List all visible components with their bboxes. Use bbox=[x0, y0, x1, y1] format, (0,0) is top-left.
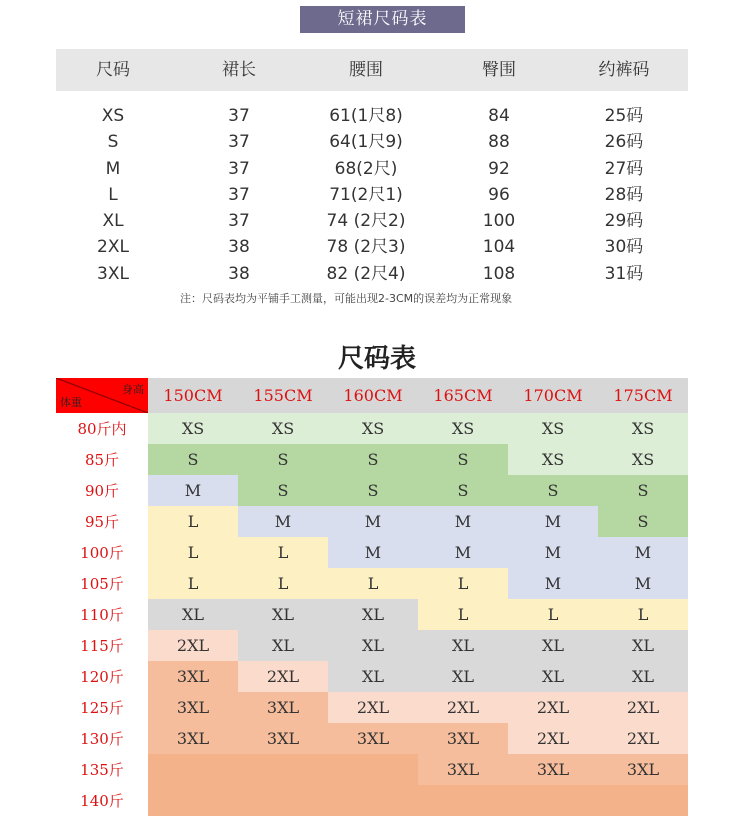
weight-label: 115斤 bbox=[56, 630, 148, 661]
size-cell: M bbox=[148, 475, 238, 506]
size-cell: 2XL bbox=[238, 661, 328, 692]
size-cell: 3XL bbox=[238, 692, 328, 723]
size-cell: L bbox=[328, 568, 418, 599]
table-cell: 61(1尺8) bbox=[329, 106, 403, 126]
size-cell bbox=[508, 785, 598, 816]
size-cell: S bbox=[148, 444, 238, 475]
size-cell: L bbox=[508, 599, 598, 630]
size-cell: M bbox=[328, 506, 418, 537]
size-cell: L bbox=[418, 568, 508, 599]
table-row bbox=[56, 182, 688, 208]
weight-label: 85斤 bbox=[56, 444, 148, 475]
size-cell: 2XL bbox=[328, 692, 418, 723]
size-cell: XS bbox=[418, 413, 508, 444]
table-cell: 92 bbox=[488, 158, 510, 179]
weight-label: 105斤 bbox=[56, 568, 148, 599]
header-waist: 腰围 bbox=[349, 60, 383, 80]
size-cell: XS bbox=[508, 444, 598, 475]
table-cell: 104 bbox=[482, 237, 516, 258]
table-cell: 25码 bbox=[604, 106, 644, 126]
size-cell: XL bbox=[328, 630, 418, 661]
size-cell: XL bbox=[238, 630, 328, 661]
size-cell: M bbox=[418, 506, 508, 537]
size-cell: XL bbox=[238, 599, 328, 630]
height-header: 170CM bbox=[508, 378, 598, 413]
size-cell: 3XL bbox=[148, 661, 238, 692]
size-cell: 2XL bbox=[508, 692, 598, 723]
table-cell: 28码 bbox=[604, 184, 644, 205]
weight-label: 120斤 bbox=[56, 661, 148, 692]
size-cell: XS bbox=[328, 413, 418, 444]
height-header: 165CM bbox=[418, 378, 508, 413]
weight-label: 80斤内 bbox=[56, 413, 148, 444]
height-header: 155CM bbox=[238, 378, 328, 413]
table-cell: 84 bbox=[488, 106, 510, 126]
weight-label: 95斤 bbox=[56, 506, 148, 537]
size-cell: S bbox=[328, 444, 418, 475]
size-cell: L bbox=[148, 506, 238, 537]
table-cell: 27码 bbox=[604, 158, 644, 179]
table-cell: 74 (2尺2) bbox=[326, 211, 406, 232]
size-cell: XL bbox=[508, 661, 598, 692]
size-cell: S bbox=[328, 475, 418, 506]
weight-label: 130斤 bbox=[56, 723, 148, 754]
size-cell: 2XL bbox=[418, 692, 508, 723]
size-cell bbox=[148, 754, 238, 785]
corner-height-label: 身高 bbox=[122, 383, 144, 396]
table-row bbox=[56, 129, 688, 155]
table-cell: 29码 bbox=[604, 211, 644, 232]
table-cell: 68(2尺) bbox=[334, 158, 398, 179]
size-cell: L bbox=[598, 599, 688, 630]
size-cell bbox=[328, 785, 418, 816]
table-cell: M bbox=[105, 158, 121, 179]
size-cell: S bbox=[418, 444, 508, 475]
table-cell: 71(2尺1) bbox=[329, 184, 403, 205]
size-cell: XL bbox=[598, 661, 688, 692]
size-cell: S bbox=[598, 475, 688, 506]
size-cell: 2XL bbox=[148, 630, 238, 661]
table-row bbox=[56, 208, 688, 234]
table-cell: 64(1尺9) bbox=[329, 132, 403, 153]
size-cell: XL bbox=[328, 661, 418, 692]
weight-label: 90斤 bbox=[56, 475, 148, 506]
size-cell bbox=[148, 785, 238, 816]
table-cell: 37 bbox=[228, 132, 250, 153]
weight-label: 140斤 bbox=[56, 785, 148, 816]
size-cell bbox=[598, 785, 688, 816]
size-cell: L bbox=[418, 599, 508, 630]
size-chart-title: 短裙尺码表 bbox=[300, 6, 465, 33]
size-cell: 3XL bbox=[418, 754, 508, 785]
table-cell: 96 bbox=[488, 184, 510, 205]
table-cell: 26码 bbox=[604, 132, 644, 153]
weight-label: 135斤 bbox=[56, 754, 148, 785]
size-cell: XL bbox=[598, 630, 688, 661]
size-cell: S bbox=[508, 475, 598, 506]
size-cell: L bbox=[238, 568, 328, 599]
size-cell: M bbox=[328, 537, 418, 568]
size-guide-grid bbox=[56, 378, 686, 816]
table-row bbox=[56, 103, 688, 129]
size-cell: M bbox=[598, 537, 688, 568]
table-cell: 31码 bbox=[604, 263, 644, 284]
size-cell: M bbox=[508, 537, 598, 568]
table-cell: 88 bbox=[488, 132, 510, 153]
size-cell: XS bbox=[508, 413, 598, 444]
size-cell: 3XL bbox=[508, 754, 598, 785]
table-cell: 38 bbox=[228, 237, 250, 258]
size-cell: S bbox=[238, 475, 328, 506]
table-cell: 37 bbox=[228, 184, 250, 205]
size-cell bbox=[238, 785, 328, 816]
size-guide-title: 尺码表 bbox=[337, 344, 416, 374]
size-cell bbox=[238, 754, 328, 785]
table-cell: 100 bbox=[482, 211, 516, 232]
size-cell: S bbox=[238, 444, 328, 475]
table-cell: 30码 bbox=[604, 237, 644, 258]
size-cell: 3XL bbox=[148, 692, 238, 723]
table-cell: S bbox=[107, 132, 119, 153]
table-cell: 2XL bbox=[97, 237, 129, 258]
size-cell: L bbox=[148, 537, 238, 568]
size-cell: XS bbox=[238, 413, 328, 444]
table-cell: XL bbox=[102, 211, 124, 232]
size-cell: 2XL bbox=[598, 692, 688, 723]
table-cell: L bbox=[108, 184, 118, 205]
size-cell: M bbox=[598, 568, 688, 599]
size-cell: M bbox=[508, 568, 598, 599]
size-cell: XL bbox=[418, 630, 508, 661]
size-cell: M bbox=[418, 537, 508, 568]
table-cell: 3XL bbox=[97, 263, 129, 284]
header-skirt-length: 裙长 bbox=[222, 60, 256, 80]
size-cell: L bbox=[238, 537, 328, 568]
size-cell: 3XL bbox=[148, 723, 238, 754]
table-row bbox=[56, 234, 688, 260]
size-cell: XL bbox=[508, 630, 598, 661]
weight-label: 110斤 bbox=[56, 599, 148, 630]
weight-label: 100斤 bbox=[56, 537, 148, 568]
table-cell: 82 (2尺4) bbox=[326, 263, 406, 284]
size-cell: 2XL bbox=[598, 723, 688, 754]
size-cell: M bbox=[508, 506, 598, 537]
size-cell: S bbox=[598, 506, 688, 537]
measurement-note: 注：尺码表均为平铺手工测量，可能出现2-3CM的误差均为正常现象 bbox=[180, 292, 513, 305]
size-cell: XS bbox=[598, 413, 688, 444]
size-cell bbox=[418, 785, 508, 816]
table-row bbox=[56, 156, 688, 182]
table-cell: 108 bbox=[482, 263, 516, 284]
height-header: 160CM bbox=[328, 378, 418, 413]
size-cell: XL bbox=[148, 599, 238, 630]
size-cell: XS bbox=[598, 444, 688, 475]
header-hip: 臀围 bbox=[482, 60, 516, 80]
size-cell: 2XL bbox=[508, 723, 598, 754]
size-cell: 3XL bbox=[598, 754, 688, 785]
size-cell: XS bbox=[148, 413, 238, 444]
size-cell: 3XL bbox=[238, 723, 328, 754]
size-cell: 3XL bbox=[328, 723, 418, 754]
table-row bbox=[56, 261, 688, 287]
table-cell: 38 bbox=[228, 263, 250, 284]
weight-label: 125斤 bbox=[56, 692, 148, 723]
table-cell: 37 bbox=[228, 106, 250, 126]
table-cell: 78 (2尺3) bbox=[326, 237, 406, 258]
height-header: 150CM bbox=[148, 378, 238, 413]
size-cell: 3XL bbox=[418, 723, 508, 754]
size-cell: L bbox=[148, 568, 238, 599]
corner-weight-label: 体重 bbox=[60, 396, 82, 409]
grid-corner bbox=[56, 378, 148, 413]
table-cell: 37 bbox=[228, 211, 250, 232]
table-cell: 37 bbox=[228, 158, 250, 179]
size-cell: S bbox=[418, 475, 508, 506]
size-cell: XL bbox=[328, 599, 418, 630]
header-size: 尺码 bbox=[96, 60, 130, 80]
size-cell: XL bbox=[418, 661, 508, 692]
table-header bbox=[56, 49, 688, 91]
table-cell: XS bbox=[101, 106, 125, 126]
size-cell: M bbox=[238, 506, 328, 537]
height-header: 175CM bbox=[598, 378, 688, 413]
size-cell bbox=[328, 754, 418, 785]
size-table-body bbox=[56, 103, 688, 287]
header-pants-size: 约裤码 bbox=[598, 60, 650, 80]
